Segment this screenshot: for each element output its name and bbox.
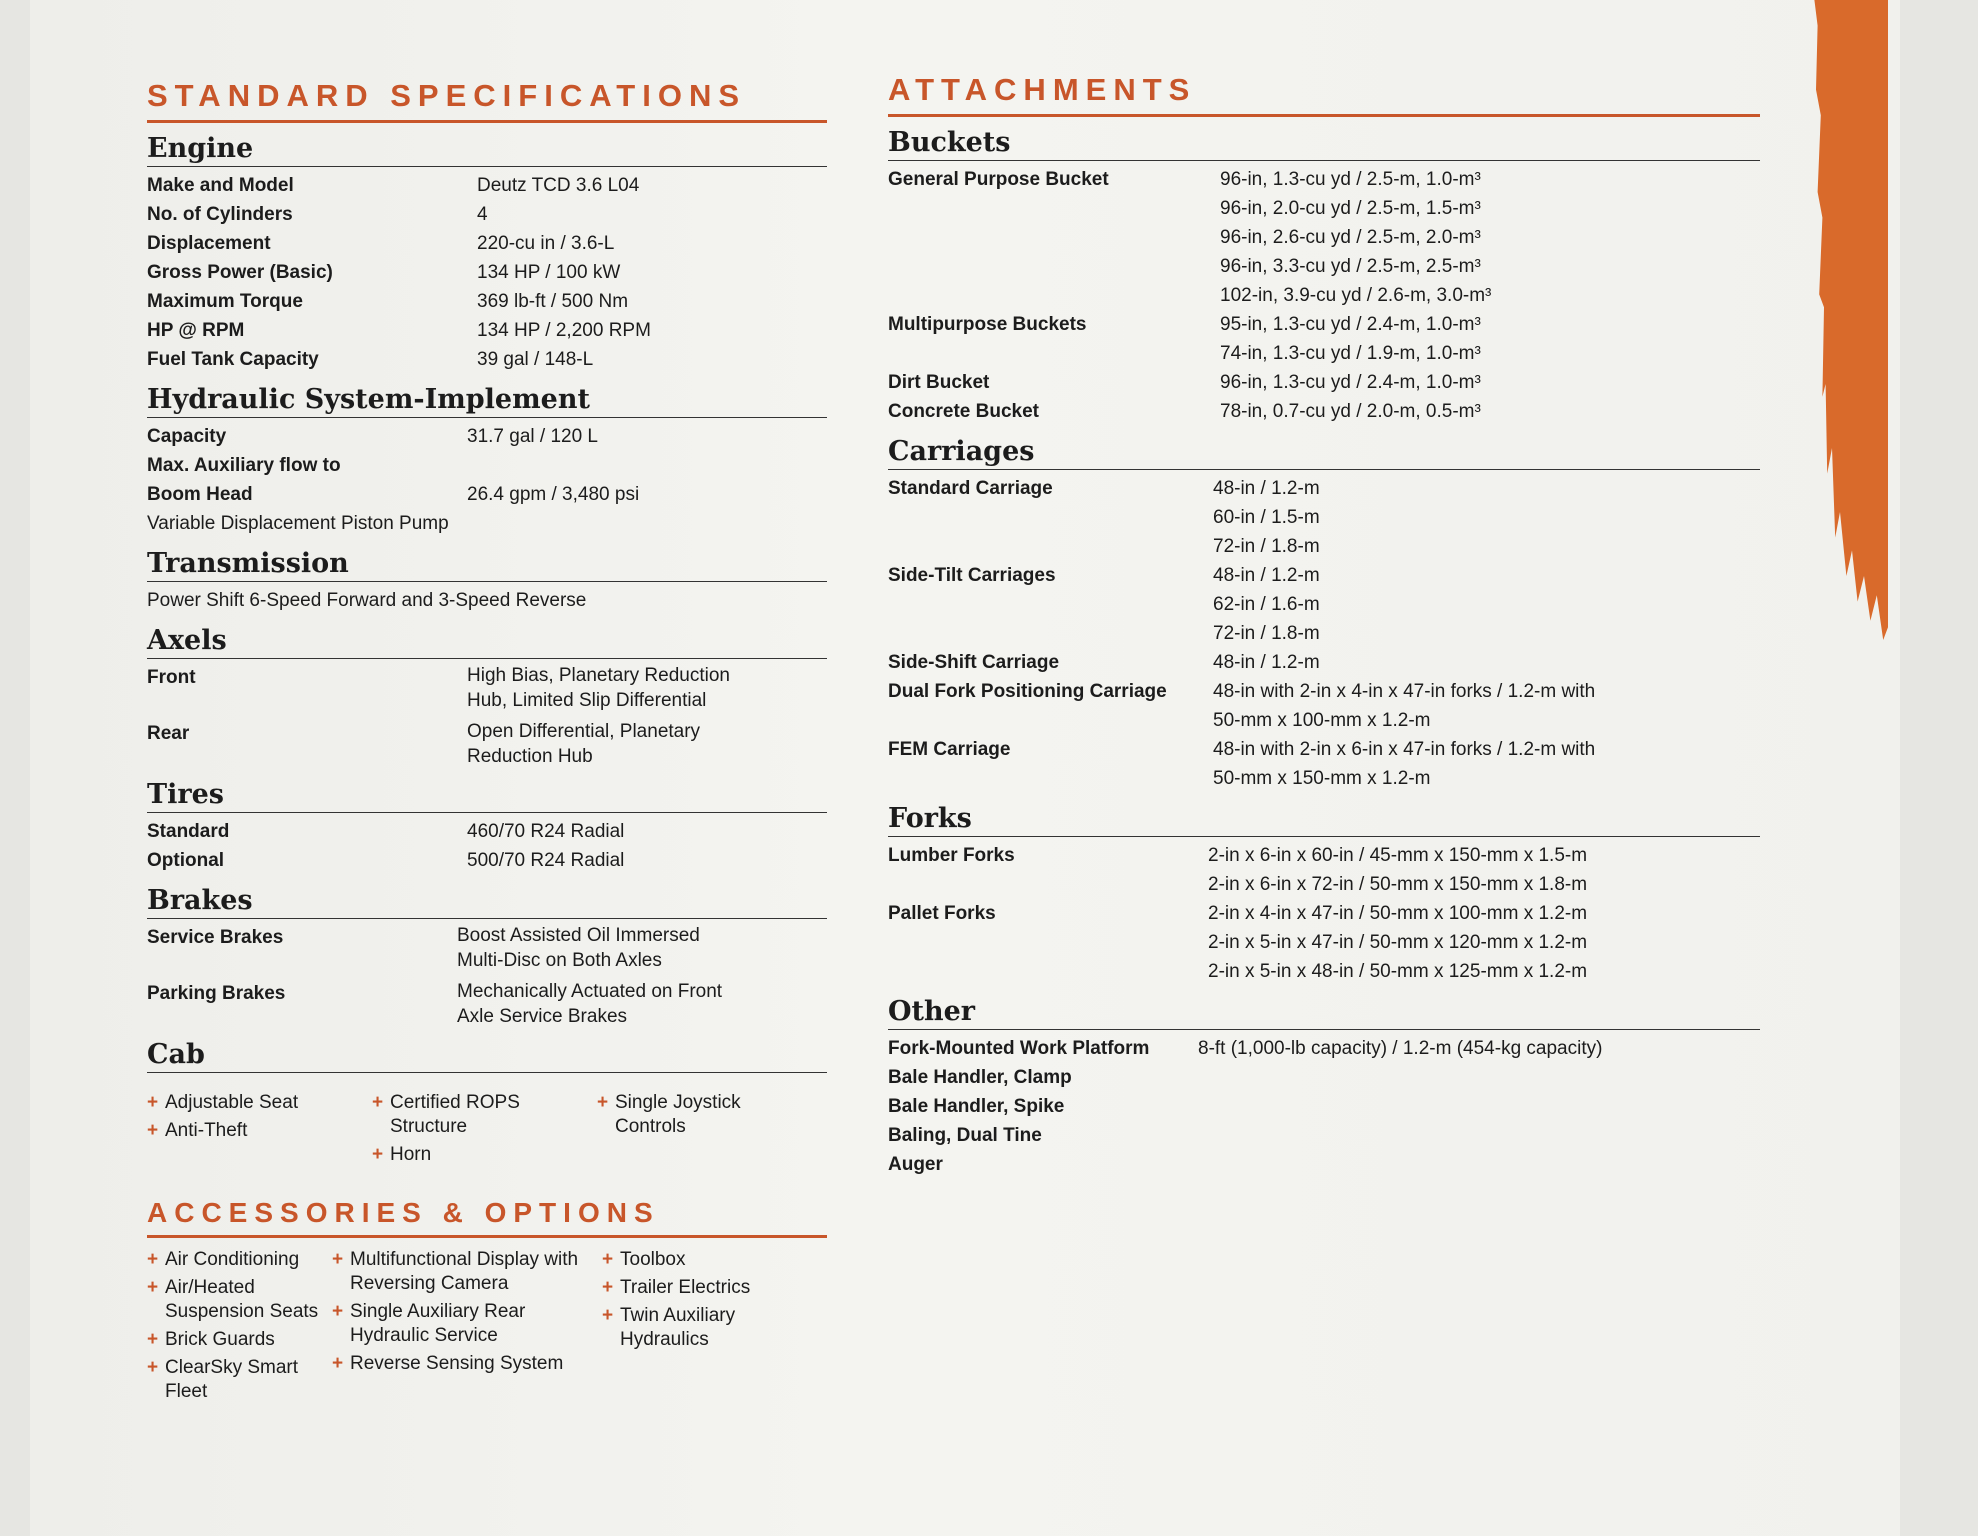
spec-value bbox=[467, 451, 827, 480]
feature-item: + Single Auxiliary Rear Hydraulic Service bbox=[332, 1300, 602, 1348]
spec-value: 2-in x 6-in x 60-in / 45-mm x 150-mm x 1.5-m bbox=[1208, 845, 1588, 866]
buckets-section bbox=[888, 127, 1760, 426]
spec-value: 460/70 R24 Radial bbox=[467, 821, 625, 842]
spec-label: Maximum Torque bbox=[147, 291, 303, 312]
cab-list-1 bbox=[147, 1091, 372, 1171]
hydraulic-heading: Hydraulic System-Implement bbox=[147, 384, 827, 418]
spec-row bbox=[147, 480, 827, 509]
spec-value: 48-in with 2-in x 4-in x 47-in forks / 1.2-m with bbox=[1213, 681, 1596, 702]
spec-label bbox=[888, 532, 1213, 561]
spec-value: 26.4 gpm / 3,480 psi bbox=[467, 484, 640, 505]
spec-label: Auger bbox=[888, 1154, 943, 1175]
axels-rows bbox=[147, 663, 827, 769]
spec-value: 50-mm x 100-mm x 1.2-m bbox=[1213, 710, 1431, 731]
standard-specifications-title: STANDARD SPECIFICATIONS bbox=[147, 78, 827, 123]
carriages-heading: Carriages bbox=[888, 436, 1760, 470]
spec-label: No. of Cylinders bbox=[147, 204, 293, 225]
tires-section bbox=[147, 779, 827, 875]
feature-item: + Brick Guards bbox=[147, 1328, 332, 1352]
spec-value: 60-in / 1.5-m bbox=[1213, 507, 1320, 528]
spec-label: Max. Auxiliary flow to bbox=[147, 455, 341, 476]
spec-value: 48-in / 1.2-m bbox=[1213, 565, 1320, 586]
forks-section bbox=[888, 803, 1760, 986]
spec-row bbox=[888, 1121, 1760, 1150]
spec-value-line: Mechanically Actuated on Front bbox=[457, 981, 723, 1002]
spec-label: Fork-Mounted Work Platform bbox=[888, 1038, 1150, 1059]
spec-label: HP @ RPM bbox=[147, 320, 245, 341]
spec-row bbox=[147, 171, 827, 200]
spec-row bbox=[888, 1092, 1760, 1121]
spec-row bbox=[147, 287, 827, 316]
brakes-section bbox=[147, 885, 827, 1029]
spec-label bbox=[888, 870, 1208, 899]
spec-value: 74-in, 1.3-cu yd / 1.9-m, 1.0-m³ bbox=[1220, 343, 1481, 364]
spec-row bbox=[147, 719, 827, 769]
spec-value-line: Reduction Hub bbox=[467, 746, 593, 767]
spec-value-line: Multi-Disc on Both Axles bbox=[457, 950, 662, 971]
transmission-heading: Transmission bbox=[147, 548, 827, 582]
feature-item: + Twin Auxiliary Hydraulics bbox=[602, 1304, 802, 1352]
spec-row bbox=[888, 619, 1760, 648]
other-rows bbox=[888, 1034, 1760, 1179]
spec-value-line: Hub, Limited Slip Differential bbox=[467, 690, 707, 711]
spec-row bbox=[147, 663, 827, 713]
carriages-section bbox=[888, 436, 1760, 793]
spec-label: Gross Power (Basic) bbox=[147, 262, 333, 283]
spec-row bbox=[888, 223, 1760, 252]
spec-value: 72-in / 1.8-m bbox=[1213, 536, 1320, 557]
spec-value: 95-in, 1.3-cu yd / 2.4-m, 1.0-m³ bbox=[1220, 314, 1481, 335]
attachments-title: ATTACHMENTS bbox=[888, 72, 1760, 117]
spec-row bbox=[888, 368, 1760, 397]
spec-value: 62-in / 1.6-m bbox=[1213, 594, 1320, 615]
spec-value: 134 HP / 100 kW bbox=[477, 262, 621, 283]
spec-value bbox=[467, 663, 827, 713]
spec-value-line: Axle Service Brakes bbox=[457, 1006, 628, 1027]
spec-value bbox=[1198, 1121, 1760, 1150]
accessories-list-1 bbox=[147, 1248, 332, 1408]
spec-label bbox=[888, 503, 1213, 532]
spec-row bbox=[888, 474, 1760, 503]
axels-section bbox=[147, 625, 827, 769]
spec-row bbox=[147, 422, 827, 451]
feature-item: + Certified ROPS Structure bbox=[372, 1091, 597, 1139]
spec-row bbox=[888, 1150, 1760, 1179]
spec-value: 4 bbox=[477, 204, 488, 225]
spec-label: Standard Carriage bbox=[888, 478, 1053, 499]
axels-heading: Axels bbox=[147, 625, 827, 659]
spec-value: 96-in, 1.3-cu yd / 2.4-m, 1.0-m³ bbox=[1220, 372, 1481, 393]
feature-item: + Multifunctional Display with Reversing Camera bbox=[332, 1248, 602, 1296]
spec-value: 31.7 gal / 120 L bbox=[467, 426, 598, 447]
feature-item: + Adjustable Seat bbox=[147, 1091, 372, 1115]
spec-label bbox=[888, 339, 1220, 368]
spec-value: 500/70 R24 Radial bbox=[467, 850, 625, 871]
spec-label: Displacement bbox=[147, 233, 271, 254]
standard-specifications-column bbox=[147, 78, 827, 1408]
spec-label: Boom Head bbox=[147, 484, 253, 505]
spec-label: Capacity bbox=[147, 426, 227, 447]
transmission-note: Power Shift 6-Speed Forward and 3-Speed Reverse bbox=[147, 590, 587, 611]
spec-row bbox=[888, 648, 1760, 677]
spec-label: Bale Handler, Clamp bbox=[888, 1067, 1072, 1088]
spec-row bbox=[147, 923, 827, 973]
spec-label: Pallet Forks bbox=[888, 903, 996, 924]
spec-value bbox=[1198, 1063, 1760, 1092]
spec-value: 2-in x 5-in x 48-in / 50-mm x 125-mm x 1.2-m bbox=[1208, 961, 1588, 982]
spec-row bbox=[888, 764, 1760, 793]
tires-heading: Tires bbox=[147, 779, 827, 813]
spec-value-line: Open Differential, Planetary bbox=[467, 721, 701, 742]
spec-row bbox=[888, 339, 1760, 368]
spec-value: 72-in / 1.8-m bbox=[1213, 623, 1320, 644]
spec-row bbox=[888, 1063, 1760, 1092]
spec-row bbox=[147, 316, 827, 345]
spec-label: Rear bbox=[147, 723, 190, 744]
spec-row bbox=[888, 252, 1760, 281]
feature-item: + Trailer Electrics bbox=[602, 1276, 802, 1300]
feature-item: + ClearSky Smart Fleet bbox=[147, 1356, 332, 1404]
accessories-list-3 bbox=[602, 1248, 802, 1408]
spec-value: 96-in, 2.6-cu yd / 2.5-m, 2.0-m³ bbox=[1220, 227, 1481, 248]
cab-features bbox=[147, 1091, 827, 1171]
spec-row bbox=[147, 200, 827, 229]
accessories-title: ACCESSORIES & OPTIONS bbox=[147, 1197, 827, 1238]
spec-value: 369 lb-ft / 500 Nm bbox=[477, 291, 629, 312]
spec-label bbox=[888, 957, 1208, 986]
spec-label: Bale Handler, Spike bbox=[888, 1096, 1065, 1117]
spec-label: Lumber Forks bbox=[888, 845, 1015, 866]
carriages-rows bbox=[888, 474, 1760, 793]
feature-item: + Single Joystick Controls bbox=[597, 1091, 797, 1139]
spec-label: Baling, Dual Tine bbox=[888, 1125, 1042, 1146]
spec-value bbox=[457, 923, 827, 973]
spec-value: 50-mm x 150-mm x 1.2-m bbox=[1213, 768, 1431, 789]
engine-section bbox=[147, 133, 827, 374]
cab-section bbox=[147, 1039, 827, 1171]
spec-row bbox=[888, 310, 1760, 339]
spec-row bbox=[888, 899, 1760, 928]
feature-item: + Air/Heated Suspension Seats bbox=[147, 1276, 332, 1324]
spec-label: Make and Model bbox=[147, 175, 294, 196]
spec-label: FEM Carriage bbox=[888, 739, 1011, 760]
spec-label: Side-Shift Carriage bbox=[888, 652, 1060, 673]
accessories-section bbox=[147, 1197, 827, 1408]
cab-list-3 bbox=[597, 1091, 797, 1171]
brakes-rows bbox=[147, 923, 827, 1029]
spec-value-line: Boost Assisted Oil Immersed bbox=[457, 925, 700, 946]
engine-rows bbox=[147, 171, 827, 374]
spec-label: General Purpose Bucket bbox=[888, 169, 1109, 190]
spec-row bbox=[888, 532, 1760, 561]
feature-item: + Horn bbox=[372, 1143, 597, 1167]
spec-value: 48-in / 1.2-m bbox=[1213, 478, 1320, 499]
spec-value: 96-in, 1.3-cu yd / 2.5-m, 1.0-m³ bbox=[1220, 169, 1481, 190]
feature-item: + Toolbox bbox=[602, 1248, 802, 1272]
spec-row bbox=[888, 281, 1760, 310]
hydraulic-section bbox=[147, 384, 827, 538]
spec-label: Dual Fork Positioning Carriage bbox=[888, 681, 1167, 702]
spec-label: Parking Brakes bbox=[147, 983, 286, 1004]
spec-value: 48-in with 2-in x 6-in x 47-in forks / 1.2-m with bbox=[1213, 739, 1596, 760]
tires-rows bbox=[147, 817, 827, 875]
spec-row bbox=[147, 258, 827, 287]
spec-label: Front bbox=[147, 667, 196, 688]
spec-value: 2-in x 4-in x 47-in / 50-mm x 100-mm x 1.2-m bbox=[1208, 903, 1588, 924]
spec-row bbox=[147, 345, 827, 374]
spec-label: Optional bbox=[147, 850, 225, 871]
spec-value bbox=[457, 979, 827, 1029]
spec-label: Multipurpose Buckets bbox=[888, 314, 1087, 335]
transmission-section bbox=[147, 548, 827, 615]
spec-label: Fuel Tank Capacity bbox=[147, 349, 319, 370]
spec-row bbox=[888, 561, 1760, 590]
spec-label: Service Brakes bbox=[147, 927, 284, 948]
spec-row bbox=[147, 229, 827, 258]
other-section bbox=[888, 996, 1760, 1179]
spec-row bbox=[888, 735, 1760, 764]
spec-value: 8-ft (1,000-lb capacity) / 1.2-m (454-kg capacity) bbox=[1198, 1038, 1603, 1059]
spec-row bbox=[888, 590, 1760, 619]
spec-row bbox=[888, 957, 1760, 986]
spec-label bbox=[888, 764, 1213, 793]
accessories-list-2 bbox=[332, 1248, 602, 1408]
spec-value-line: High Bias, Planetary Reduction bbox=[467, 665, 730, 686]
spec-label bbox=[888, 281, 1220, 310]
hydraulic-rows bbox=[147, 422, 827, 509]
cab-list-2 bbox=[372, 1091, 597, 1171]
accessories-features bbox=[147, 1248, 827, 1408]
spec-value: 2-in x 5-in x 47-in / 50-mm x 120-mm x 1.2-m bbox=[1208, 932, 1588, 953]
feature-item: + Air Conditioning bbox=[147, 1248, 332, 1272]
spec-label bbox=[888, 590, 1213, 619]
spec-row bbox=[147, 979, 827, 1029]
brakes-heading: Brakes bbox=[147, 885, 827, 919]
spec-label: Standard bbox=[147, 821, 230, 842]
spec-value: 96-in, 3.3-cu yd / 2.5-m, 2.5-m³ bbox=[1220, 256, 1481, 277]
spec-row bbox=[888, 397, 1760, 426]
spec-value: Deutz TCD 3.6 L04 bbox=[477, 175, 640, 196]
spec-value: 102-in, 3.9-cu yd / 2.6-m, 3.0-m³ bbox=[1220, 285, 1492, 306]
spec-label: Dirt Bucket bbox=[888, 372, 990, 393]
spec-label bbox=[888, 619, 1213, 648]
engine-heading: Engine bbox=[147, 133, 827, 167]
spec-label: Concrete Bucket bbox=[888, 401, 1039, 422]
spec-label bbox=[888, 194, 1220, 223]
hydraulic-note: Variable Displacement Piston Pump bbox=[147, 513, 449, 534]
forks-heading: Forks bbox=[888, 803, 1760, 837]
cab-heading: Cab bbox=[147, 1039, 827, 1073]
spec-value: 2-in x 6-in x 72-in / 50-mm x 150-mm x 1.8-m bbox=[1208, 874, 1588, 895]
spec-row bbox=[888, 503, 1760, 532]
spec-label bbox=[888, 928, 1208, 957]
spec-label: Side-Tilt Carriages bbox=[888, 565, 1056, 586]
spec-value bbox=[1198, 1150, 1760, 1179]
attachments-column bbox=[888, 72, 1760, 1179]
spec-row bbox=[888, 1034, 1760, 1063]
spec-value bbox=[467, 719, 827, 769]
spec-row bbox=[147, 451, 827, 480]
spec-label bbox=[888, 223, 1220, 252]
spec-row bbox=[147, 846, 827, 875]
spec-value: 48-in / 1.2-m bbox=[1213, 652, 1320, 673]
spec-value: 78-in, 0.7-cu yd / 2.0-m, 0.5-m³ bbox=[1220, 401, 1481, 422]
spec-row bbox=[147, 817, 827, 846]
spec-value: 39 gal / 148-L bbox=[477, 349, 594, 370]
spec-value: 96-in, 2.0-cu yd / 2.5-m, 1.5-m³ bbox=[1220, 198, 1481, 219]
spec-value: 134 HP / 2,200 RPM bbox=[477, 320, 651, 341]
spec-value bbox=[1198, 1092, 1760, 1121]
spec-value: 220-cu in / 3.6-L bbox=[477, 233, 615, 254]
spec-label bbox=[888, 706, 1213, 735]
spec-row bbox=[888, 841, 1760, 870]
feature-item: + Reverse Sensing System bbox=[332, 1352, 602, 1376]
buckets-rows bbox=[888, 165, 1760, 426]
spec-row bbox=[888, 194, 1760, 223]
feature-item: + Anti-Theft bbox=[147, 1119, 372, 1143]
spec-label bbox=[888, 252, 1220, 281]
spec-row bbox=[888, 706, 1760, 735]
spec-row bbox=[888, 677, 1760, 706]
other-heading: Other bbox=[888, 996, 1760, 1030]
spec-row bbox=[888, 928, 1760, 957]
spec-row bbox=[888, 870, 1760, 899]
buckets-heading: Buckets bbox=[888, 127, 1760, 161]
spec-row bbox=[888, 165, 1760, 194]
forks-rows bbox=[888, 841, 1760, 986]
